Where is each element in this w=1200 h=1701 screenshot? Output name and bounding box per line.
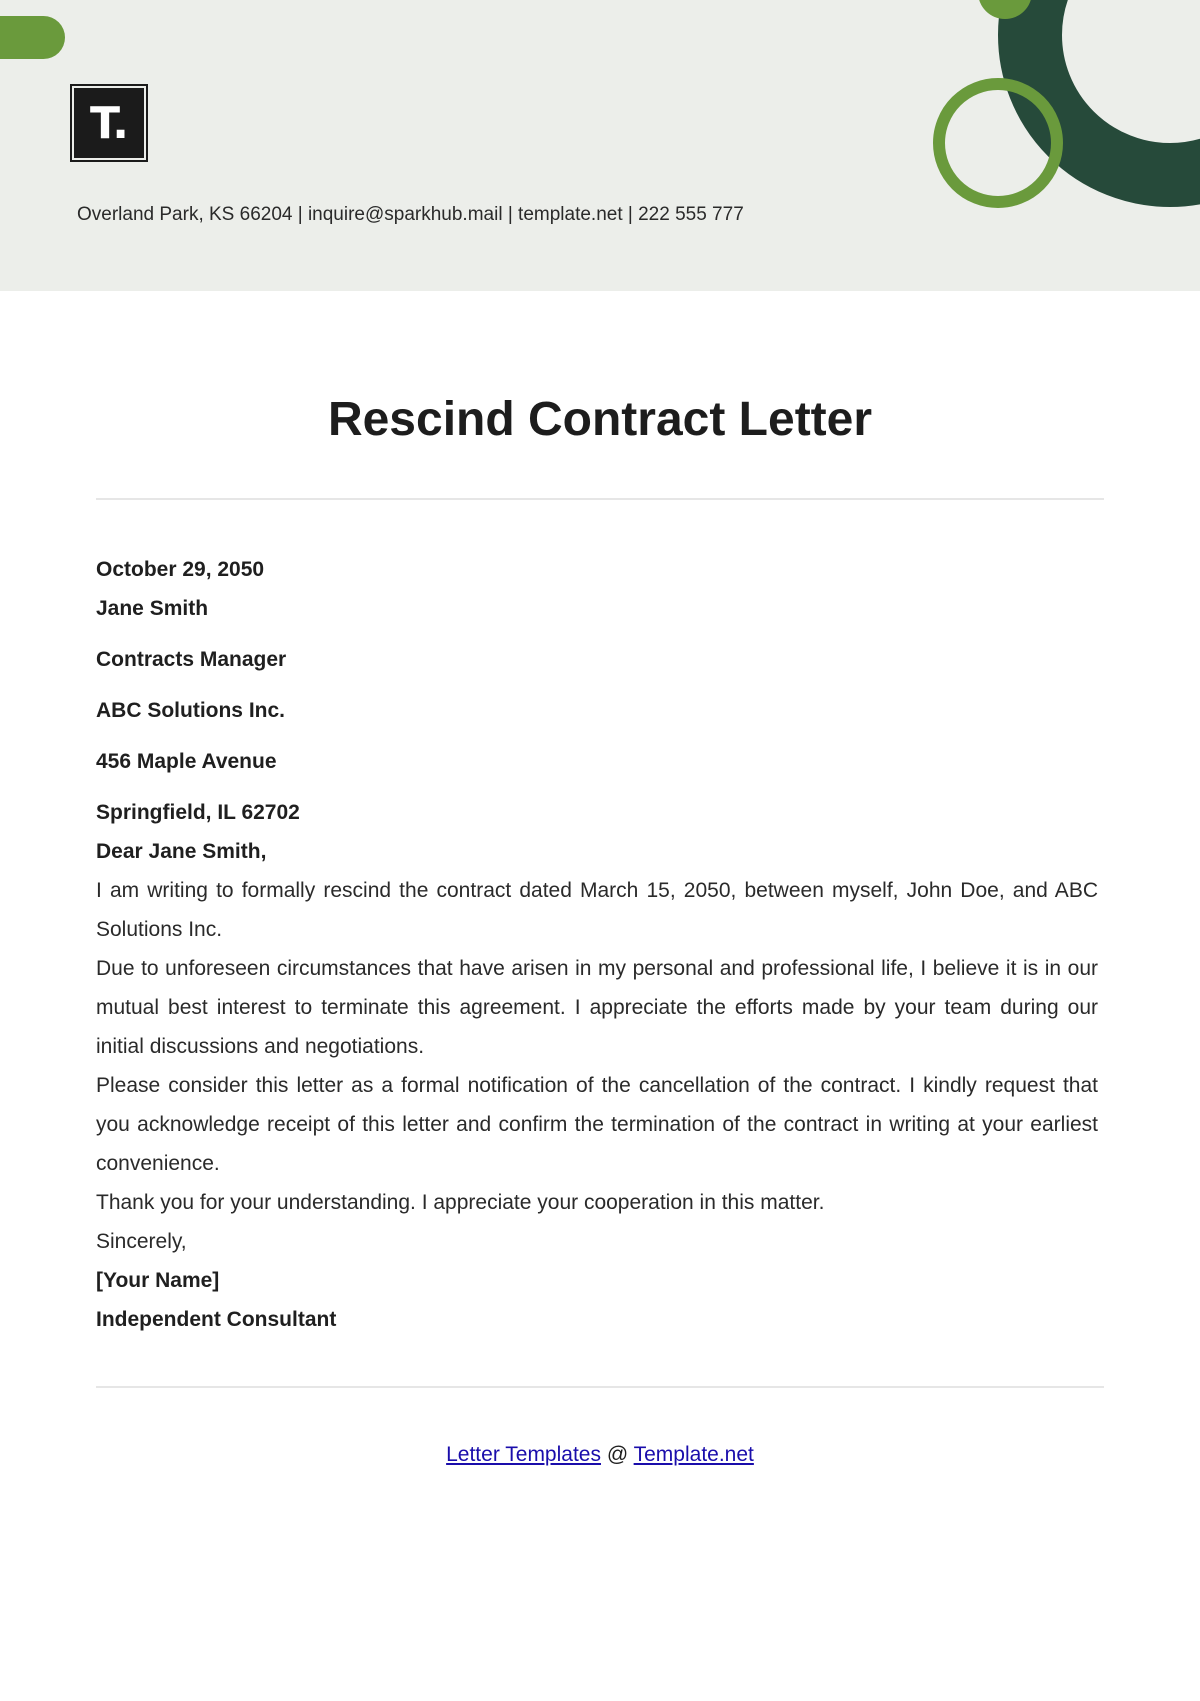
decorative-circles [900, 0, 1200, 291]
salutation: Dear Jane Smith, [96, 840, 267, 863]
company-logo: T. [74, 88, 144, 158]
signature-name: [Your Name] [96, 1269, 220, 1292]
recipient-company: ABC Solutions Inc. [96, 699, 285, 722]
letter-templates-link[interactable]: Letter Templates [446, 1443, 601, 1466]
template-net-link[interactable]: Template.net [633, 1443, 754, 1466]
letter-date: October 29, 2050 [96, 558, 265, 581]
recipient-street: 456 Maple Avenue [96, 750, 277, 773]
divider-bottom [96, 1386, 1104, 1388]
decorative-pill-shape [0, 16, 65, 59]
letterhead [0, 0, 1200, 291]
divider-top [96, 498, 1104, 500]
closing: Sincerely, [96, 1230, 187, 1253]
contact-info: Overland Park, KS 66204 | inquire@sparkhub.mail | template.net | 222 555 777 [77, 204, 744, 225]
recipient-name: Jane Smith [96, 597, 209, 620]
body-paragraph-2: Due to unforeseen circumstances that have arisen in my personal and professional life, I believe it is in our mutual best interest to terminate this agreement. I appreciate the efforts made by your team during our initial discussions and negotiations. [96, 957, 1098, 1058]
signature-title: Independent Consultant [96, 1308, 337, 1331]
recipient-title: Contracts Manager [96, 648, 287, 671]
body-paragraph-4: Thank you for your understanding. I appreciate your cooperation in this matter. [96, 1191, 825, 1214]
recipient-city-state-zip: Springfield, IL 62702 [96, 801, 300, 824]
document-title: Rescind Contract Letter [327, 393, 873, 446]
body-paragraph-3: Please consider this letter as a formal notification of the cancellation of the contract. I kindly request that you acknowledge receipt of this letter and confirm the termination of the contract in writing at your earliest convenience. [96, 1074, 1098, 1175]
body-paragraph-1: I am writing to formally rescind the contract dated March 15, 2050, between myself, John Doe, and ABC Solutions Inc. [96, 879, 1098, 941]
footer [0, 1443, 1200, 1467]
footer-separator: @ [606, 1443, 629, 1466]
